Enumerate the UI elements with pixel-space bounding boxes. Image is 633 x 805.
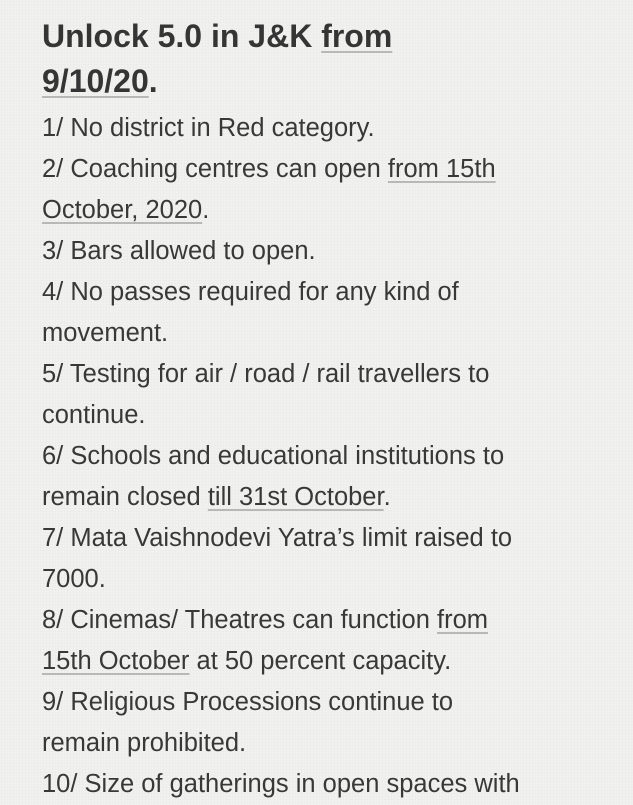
body-line: [42, 559, 623, 600]
body-line: [42, 272, 623, 313]
body-line: [42, 108, 623, 149]
detected-date-link[interactable]: 15th October: [42, 647, 190, 675]
text-segment: 2/ Coaching centres can open: [42, 155, 388, 183]
text-segment: continue.: [42, 401, 146, 429]
body-line: [42, 723, 623, 764]
detected-date-link[interactable]: from: [321, 18, 393, 54]
text-segment: .: [202, 196, 210, 224]
body-line: [42, 600, 623, 641]
text-segment: 1/ No district in Red category.: [42, 114, 375, 142]
text-segment: 5/ Testing for air / road / rail travellers to: [42, 360, 490, 388]
body-line: [42, 682, 623, 723]
detected-date-link[interactable]: 9/10/20: [42, 63, 149, 99]
body-line: [42, 436, 623, 477]
text-segment: .: [148, 63, 158, 99]
text-segment: 6/ Schools and educational institutions to: [42, 442, 505, 470]
detected-date-link[interactable]: October, 2020: [42, 196, 203, 224]
note-title: [42, 14, 623, 104]
text-segment: movement.: [42, 319, 169, 347]
body-line: [42, 477, 623, 518]
body-line: [42, 518, 623, 559]
note-body: [42, 108, 623, 805]
text-segment: 3/ Bars allowed to open.: [42, 237, 316, 265]
detected-date-link[interactable]: from: [437, 606, 488, 634]
text-segment: 10/ Size of gatherings in open spaces with: [42, 770, 520, 798]
body-line: [42, 231, 623, 272]
body-line: [42, 395, 623, 436]
detected-date-link[interactable]: till 31st October: [207, 483, 384, 511]
body-line: [42, 190, 623, 231]
text-segment: 9/ Religious Processions continue to: [42, 688, 454, 716]
text-segment: at 50 percent capacity.: [189, 647, 452, 675]
text-segment: remain prohibited.: [42, 729, 247, 757]
body-line: [42, 149, 623, 190]
body-line: [42, 764, 623, 805]
text-segment: remain closed: [42, 483, 208, 511]
text-segment: 7000.: [42, 565, 106, 593]
body-line: [42, 641, 623, 682]
body-line: [42, 313, 623, 354]
text-segment: 8/ Cinemas/ Theatres can function: [42, 606, 437, 634]
text-segment: .: [383, 483, 391, 511]
title-line: [42, 59, 623, 104]
body-line: [42, 354, 623, 395]
text-segment: Unlock 5.0 in J&K: [42, 18, 322, 54]
detected-date-link[interactable]: from 15th: [387, 155, 496, 183]
note-content: [42, 14, 623, 805]
title-line: [42, 14, 623, 59]
text-segment: 4/ No passes required for any kind of: [42, 278, 459, 306]
text-segment: 7/ Mata Vaishnodevi Yatra’s limit raised to: [42, 524, 513, 552]
